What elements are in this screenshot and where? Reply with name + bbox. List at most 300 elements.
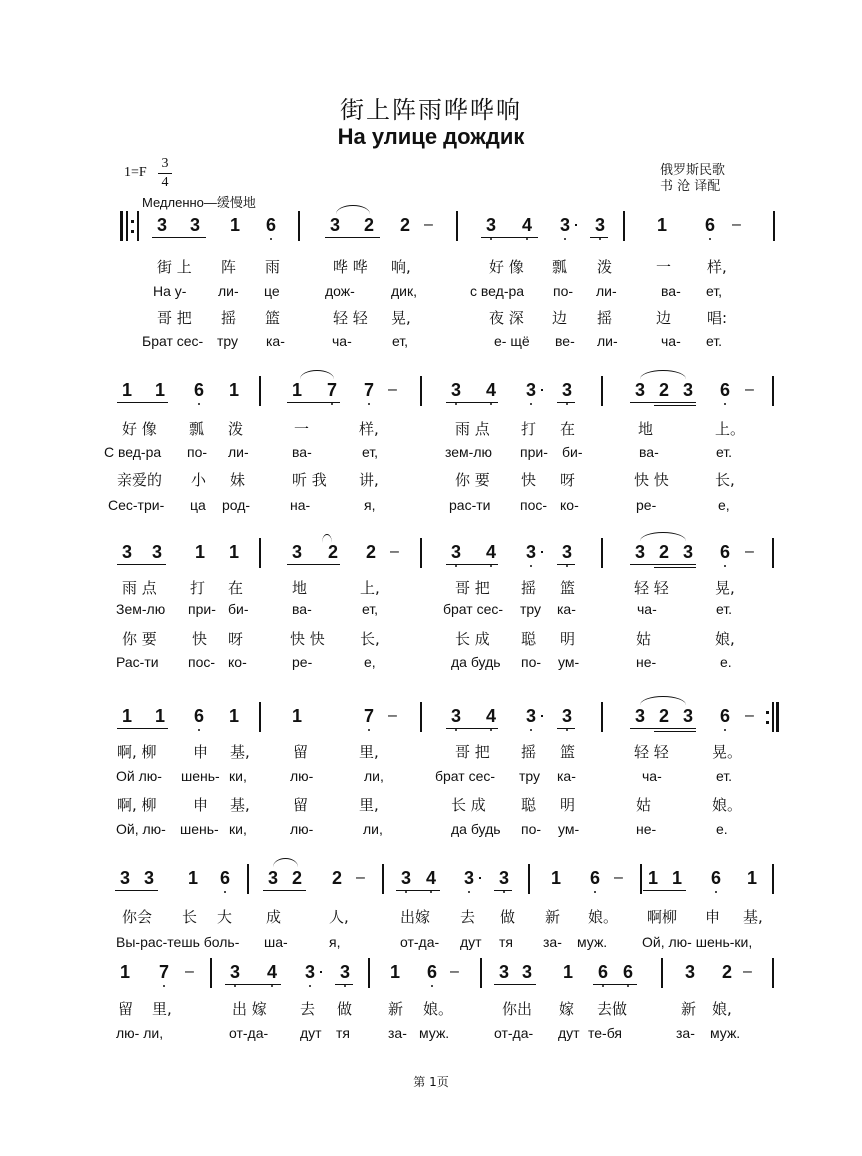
lyric-russian: тя — [499, 934, 513, 950]
lower-octave-dot — [344, 985, 346, 987]
note-digit: 7 — [362, 380, 376, 401]
lyric-chinese: 快 快 — [290, 630, 325, 648]
lyric-russian: Ой, лю- — [116, 821, 166, 837]
lyric-russian: Брат сес- — [142, 333, 204, 349]
lyric-chinese: 晃。 — [712, 743, 743, 761]
bar-line — [772, 538, 774, 568]
lyric-russian: Ой лю- — [116, 768, 162, 784]
bar-line — [601, 376, 603, 406]
lyric-russian: тя — [336, 1025, 350, 1041]
duration-underline — [481, 237, 538, 238]
lower-octave-dot — [224, 891, 226, 893]
lyric-chinese: 娘, — [712, 1000, 732, 1018]
bar-line — [259, 376, 261, 406]
bar-line — [420, 538, 422, 568]
lyric-russian: е. — [720, 654, 732, 670]
lyric-russian: ре- — [292, 654, 313, 670]
slur-arc — [640, 532, 686, 541]
lyric-chinese: 出 嫁 — [232, 1000, 267, 1018]
lyric-russian: по- — [187, 444, 208, 460]
lyric-russian: ет, — [362, 444, 379, 460]
lyric-chinese: 聪 — [521, 796, 537, 814]
lyric-russian: муж. — [419, 1025, 450, 1041]
note-digit: 3 — [560, 542, 574, 563]
lyric-chinese: 姑 — [636, 796, 652, 814]
lyric-russian: не- — [636, 821, 657, 837]
duration-underline — [630, 564, 696, 565]
lower-octave-dot — [163, 985, 165, 987]
key-signature: 1=F — [124, 165, 147, 180]
note-digit: 6 — [192, 706, 206, 727]
lyric-russian: Рас-ти — [116, 654, 159, 670]
lyric-chinese: 阵 — [221, 258, 237, 276]
duration-underline — [152, 237, 206, 238]
lyric-chinese: 你会 — [122, 908, 153, 926]
lyric-russian: ет, — [706, 283, 723, 299]
note-digit: 4 — [520, 215, 534, 236]
note-digit: 1 — [389, 962, 400, 982]
note-digit: 6 — [596, 962, 610, 983]
lyric-russian: ли- — [597, 333, 618, 349]
lyric-chinese: 样, — [359, 420, 379, 438]
lyric-chinese: 长, — [360, 630, 380, 648]
lyric-chinese: 亲爱的 — [117, 471, 163, 489]
note-digit: 2 — [721, 962, 732, 982]
sustain-dash: – — [450, 963, 459, 980]
lyric-chinese: 上, — [360, 579, 380, 597]
note-digit: 6 — [264, 215, 278, 236]
lower-octave-dot — [455, 565, 457, 567]
lyric-chinese: 啊柳 — [647, 908, 678, 926]
lyric-chinese: 啊, 柳 — [117, 743, 157, 761]
note-digit: 3 — [462, 868, 476, 889]
lower-octave-dot — [526, 238, 528, 240]
bar-line — [640, 864, 642, 894]
note-digit: 3 — [558, 215, 572, 236]
lyric-russian: ко- — [560, 497, 579, 513]
lyric-russian: На у- — [153, 283, 187, 299]
time-signature — [158, 156, 172, 191]
repeat-dot — [131, 220, 134, 223]
note-digit: 3 — [143, 868, 154, 888]
lower-octave-dot — [455, 729, 457, 731]
lower-octave-dot — [599, 238, 601, 240]
lyric-chinese: 申 — [193, 796, 209, 814]
sustain-dash: – — [390, 543, 399, 560]
sustain-dash: – — [745, 381, 754, 398]
note-digit: 3 — [189, 215, 200, 235]
lyric-russian: дут — [460, 934, 482, 950]
lyric-russian: муж. — [577, 934, 608, 950]
lyric-russian: е. — [716, 821, 728, 837]
lyric-russian: за- — [543, 934, 562, 950]
note-digit: 4 — [484, 542, 498, 563]
lyric-chinese: 人, — [329, 908, 349, 926]
lyric-chinese: 雨 — [265, 258, 281, 276]
lyric-russian: пос- — [520, 497, 548, 513]
lyric-chinese: 唱: — [707, 309, 728, 327]
lyric-russian: по- — [521, 821, 542, 837]
bar-line — [601, 538, 603, 568]
lyric-russian: за- — [676, 1025, 695, 1041]
slur-arc — [322, 534, 332, 543]
bar-line — [772, 958, 774, 988]
bar-line — [773, 211, 775, 241]
note-digit: 2 — [658, 380, 669, 400]
note-digit: 1 — [562, 962, 573, 982]
bar-line — [420, 702, 422, 732]
lower-octave-dot — [627, 985, 629, 987]
lyric-russian: ка- — [557, 768, 576, 784]
sustain-dash: – — [745, 543, 754, 560]
bar-line — [210, 958, 212, 988]
bar-line — [623, 211, 625, 241]
note-digit: 2 — [363, 215, 374, 235]
lyric-chinese: 摇 — [221, 309, 237, 327]
augmentation-dot — [320, 971, 322, 973]
lyric-chinese: 大 — [217, 908, 233, 926]
lyric-chinese: 留 — [293, 743, 309, 761]
lyric-chinese: 街 上 — [157, 258, 192, 276]
lyric-chinese: 快 — [521, 471, 537, 489]
lyric-chinese: 篮 — [560, 743, 576, 761]
lyric-chinese: 摇 — [597, 309, 613, 327]
lower-octave-dot — [709, 238, 711, 240]
duration-underline — [630, 402, 696, 403]
sustain-dash: – — [614, 869, 623, 886]
note-digit: 3 — [634, 380, 645, 400]
duration-underline — [335, 984, 353, 985]
lyric-russian: ет. — [716, 601, 733, 617]
slur-arc — [640, 696, 686, 705]
note-digit: 3 — [682, 380, 693, 400]
lyric-chinese: 快 — [192, 630, 208, 648]
sustain-dash: – — [745, 707, 754, 724]
note-digit: 1 — [746, 868, 757, 888]
note-digit: 6 — [425, 962, 439, 983]
note-digit: 6 — [621, 962, 635, 983]
lyric-chinese: 长, — [715, 471, 735, 489]
bar-line — [298, 211, 300, 241]
lyric-chinese: 娘。 — [588, 908, 619, 926]
lyric-russian: ка- — [266, 333, 285, 349]
lyric-chinese: 一 — [294, 420, 310, 438]
lyric-chinese: 呀 — [560, 471, 576, 489]
note-digit: 3 — [449, 542, 463, 563]
duration-underline — [494, 890, 512, 891]
bar-line — [137, 211, 139, 241]
lyric-chinese: 泼 — [228, 420, 244, 438]
note-digit: 3 — [449, 380, 463, 401]
lower-octave-dot — [724, 403, 726, 405]
lower-octave-dot — [430, 891, 432, 893]
slur-arc — [273, 858, 298, 867]
lyric-chinese: 里, — [359, 796, 379, 814]
lyric-chinese: 啊, 柳 — [117, 796, 157, 814]
note-digit: 3 — [228, 962, 242, 983]
sustain-dash: – — [388, 381, 397, 398]
lyric-russian: ет, — [362, 601, 379, 617]
lyric-russian: Ой, лю- шень-ки, — [642, 934, 753, 950]
lyric-chinese: 好 像 — [122, 420, 157, 438]
lower-octave-dot — [490, 403, 492, 405]
note-digit: 6 — [703, 215, 717, 236]
lower-octave-dot — [724, 565, 726, 567]
lyric-russian: я, — [329, 934, 341, 950]
duration-underline — [590, 237, 608, 238]
lower-octave-dot — [468, 891, 470, 893]
bar-line — [382, 864, 384, 894]
lyric-chinese: 打 — [190, 579, 206, 597]
lower-octave-dot — [270, 238, 272, 240]
bar-line — [772, 864, 774, 894]
lyric-russian: те-бя — [588, 1025, 622, 1041]
lyric-chinese: 去 — [460, 908, 476, 926]
bar-line — [772, 376, 774, 406]
duration-underline — [446, 564, 498, 565]
lyric-chinese: 摇 — [521, 579, 537, 597]
credit-origin: 俄罗斯民歌 — [660, 163, 726, 178]
lower-octave-dot — [724, 729, 726, 731]
bar-line — [528, 864, 530, 894]
lyric-russian: тру — [520, 601, 542, 617]
note-digit: 3 — [329, 215, 340, 235]
lyric-chinese: 出嫁 — [400, 908, 431, 926]
note-digit: 1 — [119, 962, 130, 982]
lyric-chinese: 你 要 — [455, 471, 490, 489]
lyric-chinese: 长 成 — [455, 630, 490, 648]
lyric-chinese: 响, — [391, 258, 411, 276]
duration-underline — [117, 564, 166, 565]
lyric-russian: е, — [364, 654, 376, 670]
lyric-russian: Зем-лю — [116, 601, 166, 617]
note-digit: 2 — [291, 868, 302, 888]
repeat-end-thick — [776, 702, 779, 732]
lyric-russian: е- щё — [494, 333, 530, 349]
lower-octave-dot — [405, 891, 407, 893]
note-digit: 6 — [588, 868, 602, 889]
note-digit: 3 — [560, 380, 574, 401]
bar-line — [420, 376, 422, 406]
note-digit: 3 — [119, 868, 130, 888]
repeat-dot — [131, 230, 134, 233]
duration-underline — [593, 984, 637, 985]
note-digit: 3 — [303, 962, 317, 983]
lower-octave-dot — [490, 729, 492, 731]
lyric-chinese: 晃, — [715, 579, 735, 597]
repeat-end-thin — [772, 702, 774, 732]
lyric-russian: брат сес- — [435, 768, 496, 784]
sustain-dash: – — [388, 707, 397, 724]
note-digit: 3 — [634, 542, 645, 562]
lyric-chinese: 边 — [656, 309, 672, 327]
lyric-chinese: 你 要 — [122, 630, 157, 648]
lyric-chinese: 新 — [388, 1000, 404, 1018]
lyric-russian: ча- — [642, 768, 662, 784]
lyric-chinese: 聪 — [521, 630, 537, 648]
lyric-chinese: 做 — [337, 1000, 353, 1018]
lyric-russian: ка- — [557, 601, 576, 617]
note-digit: 3 — [682, 706, 693, 726]
lower-octave-dot — [198, 403, 200, 405]
bar-line — [661, 958, 663, 988]
lyric-chinese: 哗 哗 — [333, 258, 368, 276]
lyric-chinese: 妹 — [230, 471, 246, 489]
lyric-russian: ли, — [364, 768, 384, 784]
duration-underline — [446, 728, 498, 729]
lyric-chinese: 雨 点 — [122, 579, 157, 597]
duration-underline-double — [654, 567, 696, 568]
note-digit: 3 — [524, 542, 538, 563]
lyric-chinese: 瓢 — [189, 420, 205, 438]
lower-octave-dot — [431, 985, 433, 987]
time-signature-top: 3 — [161, 156, 169, 171]
lyric-chinese: 哥 把 — [455, 743, 490, 761]
slur-arc — [336, 205, 370, 214]
lyric-russian: дут — [558, 1025, 580, 1041]
tempo-marking: Медленно—缓慢地 — [142, 195, 256, 210]
bar-line — [601, 702, 603, 732]
lower-octave-dot — [490, 238, 492, 240]
time-signature-bottom: 4 — [161, 175, 169, 190]
note-digit: 3 — [156, 215, 167, 235]
note-digit: 3 — [524, 706, 538, 727]
slur-arc — [300, 370, 334, 379]
lyric-russian: по- — [521, 654, 542, 670]
note-digit: 3 — [682, 542, 693, 562]
lyric-russian: при- — [520, 444, 548, 460]
lower-octave-dot — [594, 891, 596, 893]
note-digit: 1 — [671, 868, 682, 888]
lyric-russian: ва- — [639, 444, 659, 460]
augmentation-dot — [541, 715, 543, 717]
duration-underline — [396, 890, 440, 891]
lyric-russian: ки, — [229, 768, 247, 784]
note-digit: 1 — [550, 868, 561, 888]
lyric-russian: ша- — [264, 934, 288, 950]
sustain-dash: – — [732, 216, 741, 233]
lower-octave-dot — [490, 565, 492, 567]
lyric-russian: С вед-ра — [104, 444, 162, 460]
lyric-chinese: 留 — [293, 796, 309, 814]
note-digit: 3 — [121, 542, 132, 562]
lyric-russian: ва- — [292, 444, 312, 460]
lyric-russian: лю- ли, — [116, 1025, 164, 1041]
lyric-chinese: 哥 把 — [157, 309, 192, 327]
lyric-chinese: 篮 — [265, 309, 281, 327]
lyric-chinese: 留 — [118, 1000, 134, 1018]
note-digit: 3 — [498, 962, 509, 982]
lyric-russian: тру — [519, 768, 541, 784]
lyric-russian: при- — [188, 601, 216, 617]
repeat-dot — [766, 721, 769, 724]
lyric-chinese: 边 — [552, 309, 568, 327]
lyric-chinese: 打 — [521, 420, 537, 438]
lyric-chinese: 在 — [228, 579, 244, 597]
credits — [660, 163, 725, 195]
note-digit: 6 — [218, 868, 232, 889]
lyric-russian: от-да- — [400, 934, 440, 950]
lyric-russian: Вы-рас-тешь боль- — [116, 934, 240, 950]
note-digit: 3 — [684, 962, 695, 982]
lower-octave-dot — [530, 403, 532, 405]
lower-octave-dot — [368, 729, 370, 731]
lyric-chinese: 在 — [560, 420, 576, 438]
note-digit: 6 — [718, 542, 732, 563]
lyric-russian: шень- — [180, 821, 219, 837]
lyric-chinese: 娘。 — [423, 1000, 454, 1018]
page-number: 第 1页 — [413, 1075, 449, 1089]
lyric-chinese: 小 — [191, 471, 207, 489]
note-digit: 3 — [291, 542, 302, 562]
bar-line — [247, 864, 249, 894]
note-digit: 1 — [187, 868, 198, 888]
lower-octave-dot — [530, 565, 532, 567]
credit-translator: 书 沧 译配 — [660, 179, 721, 194]
lower-octave-dot — [309, 985, 311, 987]
lyric-chinese: 明 — [560, 630, 576, 648]
note-digit: 4 — [424, 868, 438, 889]
lyric-russian: ко- — [228, 654, 247, 670]
note-digit: 2 — [327, 542, 338, 562]
augmentation-dot — [479, 877, 481, 879]
lower-octave-dot — [455, 403, 457, 405]
note-digit: 1 — [228, 706, 239, 726]
duration-underline — [557, 564, 575, 565]
augmentation-dot — [541, 389, 543, 391]
lower-octave-dot — [503, 891, 505, 893]
lyric-chinese: 摇 — [521, 743, 537, 761]
slur-arc — [640, 370, 686, 379]
lower-octave-dot — [530, 729, 532, 731]
note-digit: 3 — [560, 706, 574, 727]
lyric-chinese: 长 — [182, 908, 198, 926]
lyric-russian: ли, — [363, 821, 383, 837]
lyric-russian: род- — [222, 497, 251, 513]
note-digit: 1 — [194, 542, 205, 562]
lyric-chinese: 篮 — [560, 579, 576, 597]
lyric-chinese: 娘。 — [712, 796, 743, 814]
duration-underline — [225, 984, 281, 985]
lyric-chinese: 轻 轻 — [634, 579, 669, 597]
lyric-russian: ча- — [637, 601, 657, 617]
lyric-russian: пос- — [188, 654, 216, 670]
note-digit: 3 — [524, 380, 538, 401]
lyric-russian: от-да- — [494, 1025, 534, 1041]
note-digit: 1 — [291, 706, 302, 726]
lyric-russian: ли- — [596, 283, 617, 299]
lyric-chinese: 嫁 — [559, 1000, 575, 1018]
lyric-russian: с вед-ра — [470, 283, 525, 299]
lower-octave-dot — [198, 729, 200, 731]
lyric-chinese: 一 — [656, 258, 672, 276]
note-digit: 3 — [484, 215, 498, 236]
lyric-russian: дик, — [391, 283, 418, 299]
sustain-dash: – — [743, 963, 752, 980]
duration-underline — [325, 237, 380, 238]
augmentation-dot — [575, 224, 577, 226]
lyric-russian: лю- — [290, 821, 314, 837]
note-digit: 2 — [365, 542, 376, 562]
note-digit: 1 — [121, 380, 132, 400]
sustain-dash: – — [424, 216, 433, 233]
note-digit: 7 — [157, 962, 171, 983]
lyric-chinese: 娘, — [715, 630, 735, 648]
lyric-russian: брат сес- — [443, 601, 504, 617]
duration-underline-double — [654, 405, 696, 406]
lyric-russian: на- — [290, 497, 311, 513]
lyric-chinese: 申 — [705, 908, 721, 926]
